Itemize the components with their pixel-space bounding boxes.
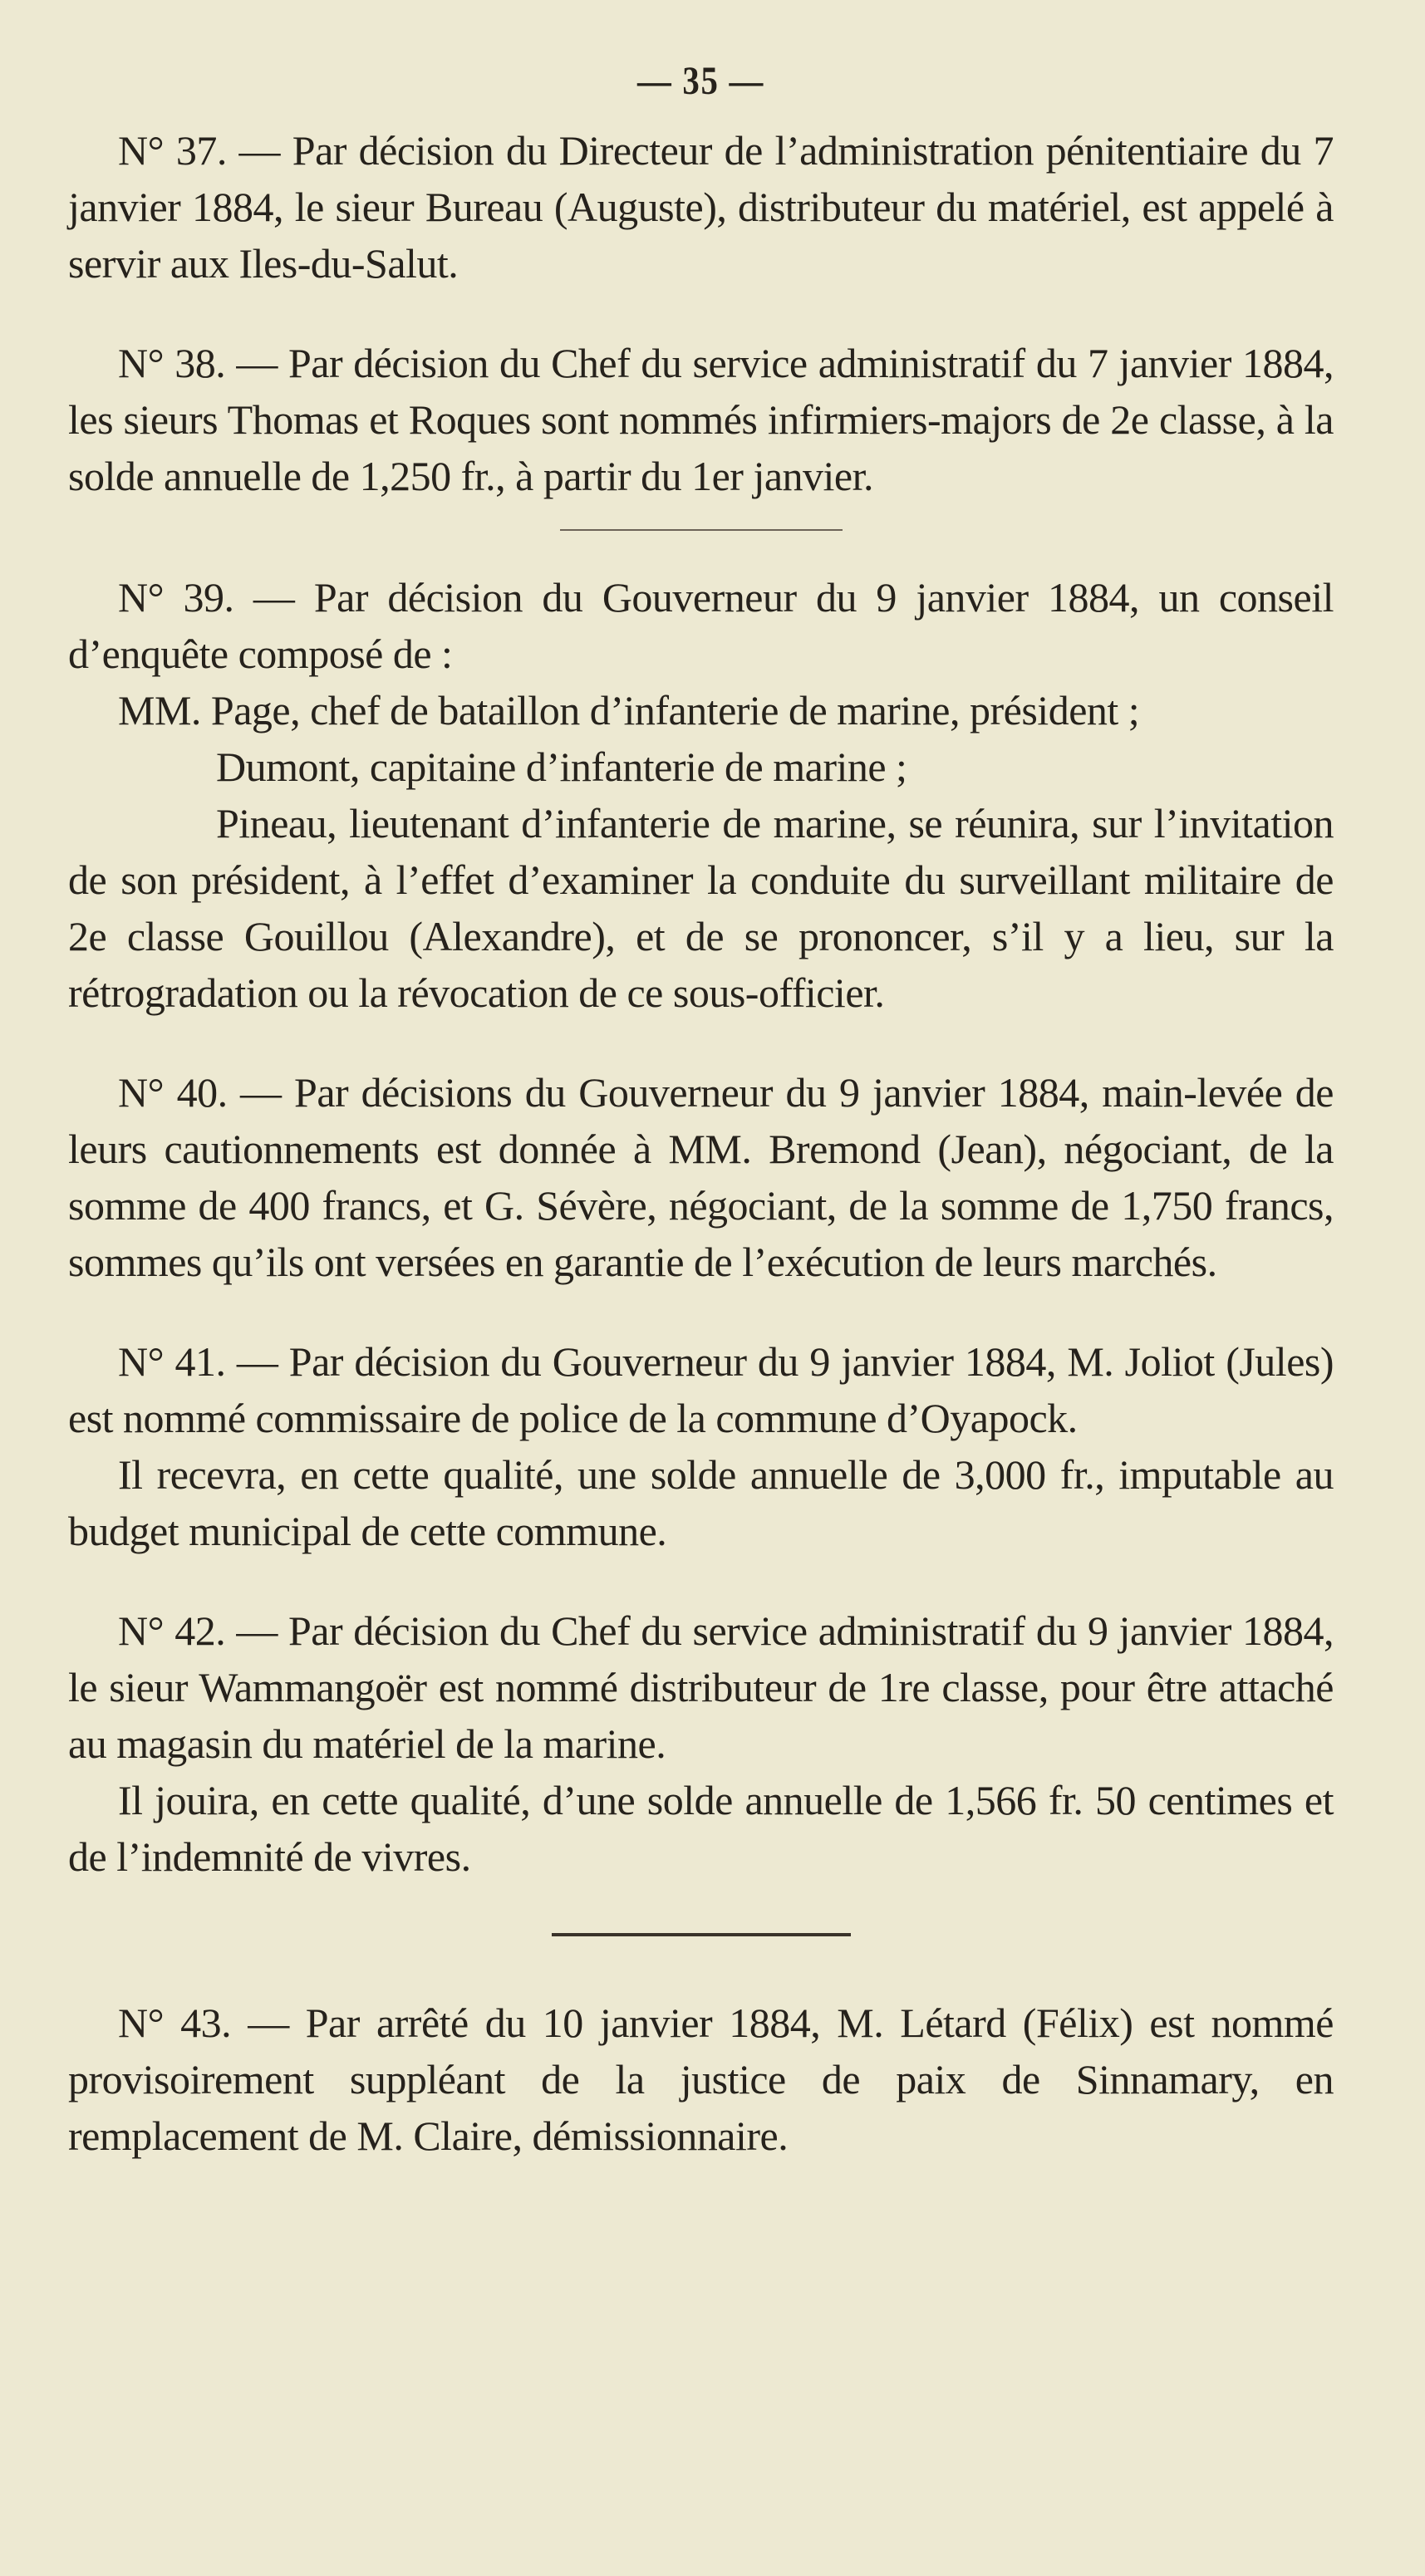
entry-paragraph: N° 38. — Par décision du Chef du service administratif du 7 janvier 1884, les sieurs Thomas et Roques sont nommés infirmiers-majors de 2e classe, à la solde annuelle de 1,250 fr., à partir du 1er janvier. (68, 340, 1334, 499)
entry-41 (68, 1333, 1334, 1559)
spacer (68, 1559, 1334, 1602)
member-line: Dumont, capitaine d’infanterie de marine ; (216, 743, 907, 790)
member-line: Pineau, lieutenant d’infanterie de marine, se réunira, sur l’invitation de son président, à l’effet d’examiner la conduite du surveillant militaire de 2e classe Gouillou (Alexandre), et de se prononcer, s’il y a lieu, sur la rétrogradation ou la révocation de ce sous-officier. (68, 800, 1334, 1016)
page-number: — 35 — (637, 59, 764, 103)
member-line: MM. Page, chef de bataillon d’infanterie de marine, président ; (118, 687, 1140, 734)
entry-paragraph: N° 43. — Par arrêté du 10 janvier 1884, M. Létard (Félix) est nommé provisoirement suppléant de la justice de paix de Sinnamary, en remplacement de M. Claire, démissionnaire. (68, 1999, 1334, 2159)
entry-43 (68, 1995, 1334, 2164)
entry-paragraph: N° 42. — Par décision du Chef du service administratif du 9 janvier 1884, le sieur Wammangoër est nommé distributeur de 1re classe, pour être attaché au magasin du matériel de la marine. (68, 1607, 1334, 1767)
entry-paragraph: Il jouira, en cette qualité, d’une solde annuelle de 1,566 fr. 50 centimes et de l’indemnité de vivres. (68, 1777, 1334, 1880)
entry-40 (68, 1064, 1334, 1290)
separator-rule (560, 529, 843, 531)
separator-rule (552, 1933, 851, 1936)
entry-42 (68, 1602, 1334, 1885)
entry-37 (68, 122, 1334, 292)
spacer (68, 1021, 1334, 1064)
entry-38 (68, 335, 1334, 504)
entry-paragraph: N° 40. — Par décisions du Gouverneur du 9 janvier 1884, main-levée de leurs cautionnements est donnée à MM. Bremond (Jean), négociant, de la somme de 400 francs, et G. Sévère, négociant, de la somme de 1,750 francs, sommes qu’ils ont versées en garantie de l’exécution de leurs marchés. (68, 1069, 1334, 1285)
entry-paragraph: Il recevra, en cette qualité, une solde annuelle de 3,000 fr., imputable au budget municipal de cette commune. (68, 1451, 1334, 1554)
spacer (68, 292, 1334, 335)
entry-paragraph: N° 37. — Par décision du Directeur de l’administration pénitentiaire du 7 janvier 1884, le sieur Bureau (Auguste), distributeur du matériel, est appelé à servir aux Iles-du-Salut. (68, 127, 1334, 287)
entry-paragraph: N° 41. — Par décision du Gouverneur du 9 janvier 1884, M. Joliot (Jules) est nommé commissaire de police de la commune d’Oyapock. (68, 1338, 1334, 1441)
entry-paragraph: N° 39. — Par décision du Gouverneur du 9 janvier 1884, un conseil d’enquête composé de : (68, 574, 1334, 677)
entry-39 (68, 569, 1334, 1021)
spacer (68, 1290, 1334, 1333)
